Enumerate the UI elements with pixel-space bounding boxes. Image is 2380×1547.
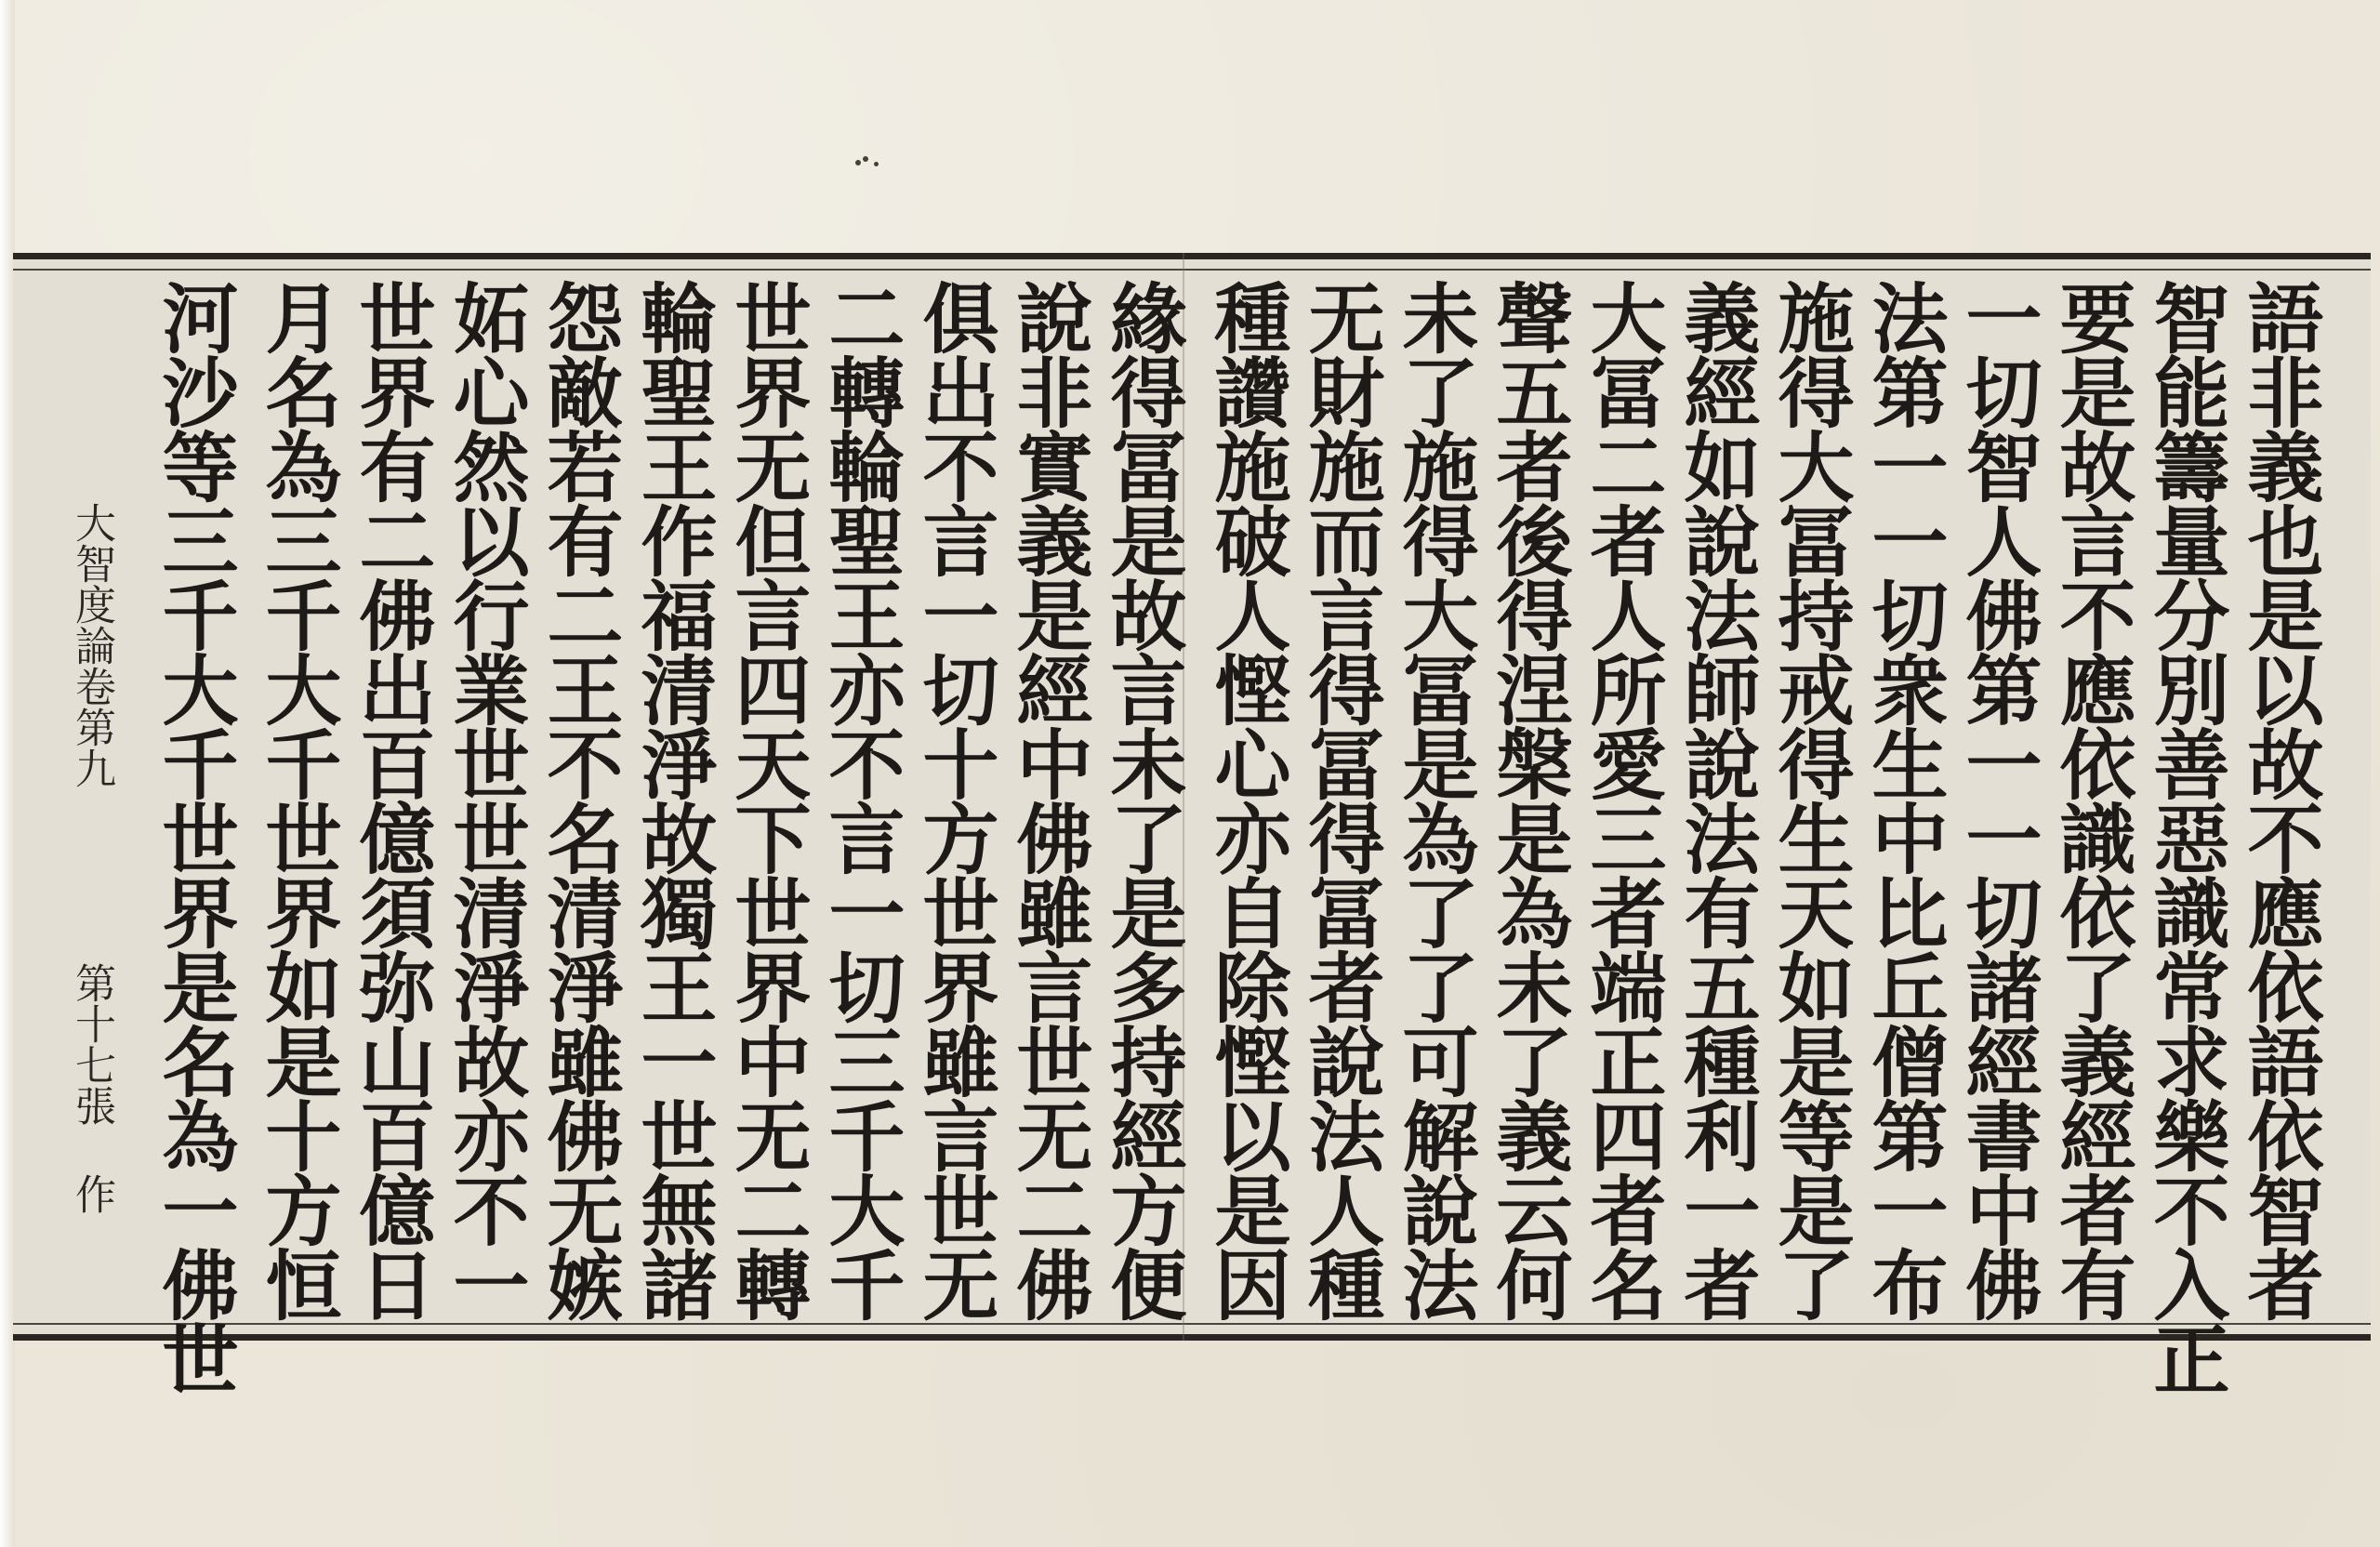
volume-title: 大智度論卷第九 — [68, 502, 115, 788]
text-column-22: 月名為三千大千世界如是十方恒 — [253, 279, 342, 1320]
text-column-12: 種讚施破人慳心亦自除慳以是因 — [1202, 279, 1291, 1320]
text-column-17: 世界无但言四天下世界中无二轉 — [722, 279, 812, 1320]
text-column-3: 要是故言不應依識依了義經者有 — [2047, 279, 2136, 1320]
ink-specks — [855, 154, 883, 173]
text-column-18: 輪聖王作福清淨故獨王一世無諸 — [628, 279, 718, 1320]
text-column-14: 說非實義是經中佛雖言世无二佛 — [1004, 279, 1093, 1320]
text-column-4: 一切智人佛第一一切諸經書中佛 — [1953, 279, 2043, 1320]
text-column-19: 怨敵若有二王不名清淨雖佛无嫉 — [535, 279, 624, 1320]
bottom-inner-rule — [13, 1323, 2371, 1325]
sheet-number: 第十七張 作 — [68, 962, 115, 1214]
text-column-1: 語非義也是以故不應依語依智者 — [2235, 279, 2324, 1320]
text-column-7: 義經如說法師說法有五種利一者 — [1672, 279, 1761, 1320]
text-column-15: 俱出不言一切十方世界雖言世无 — [910, 279, 999, 1320]
text-column-6: 施得大冨持戒得生天如是等是了 — [1765, 279, 1855, 1320]
text-column-2: 智能籌量分別善惡識常求樂不入正 — [2141, 279, 2230, 1395]
text-column-20: 妬心然以行業世世清淨故亦不一 — [441, 279, 530, 1320]
text-column-8: 大冨二者人所愛三者端正四者名 — [1578, 279, 1667, 1320]
text-column-10: 未了施得大冨是為了了可解說法 — [1390, 279, 1479, 1320]
text-column-13: 緣得冨是故言未了是多持經方便 — [1098, 279, 1187, 1320]
text-column-9: 聲五者後得涅槃是為未了義云何 — [1484, 279, 1573, 1320]
text-column-21: 世界有二佛出百億須弥山百億日 — [347, 279, 436, 1320]
text-column-5: 法第一一切衆生中比丘僧第一布 — [1859, 279, 1949, 1320]
text-column-23: 河沙等三千大千世界是名為一佛世 — [150, 279, 239, 1395]
top-inner-rule — [13, 269, 2371, 271]
text-column-16: 二轉輪聖王亦不言一切三千大千 — [816, 279, 906, 1320]
text-column-11: 无財施而言得冨得冨者說法人種 — [1296, 279, 1385, 1320]
